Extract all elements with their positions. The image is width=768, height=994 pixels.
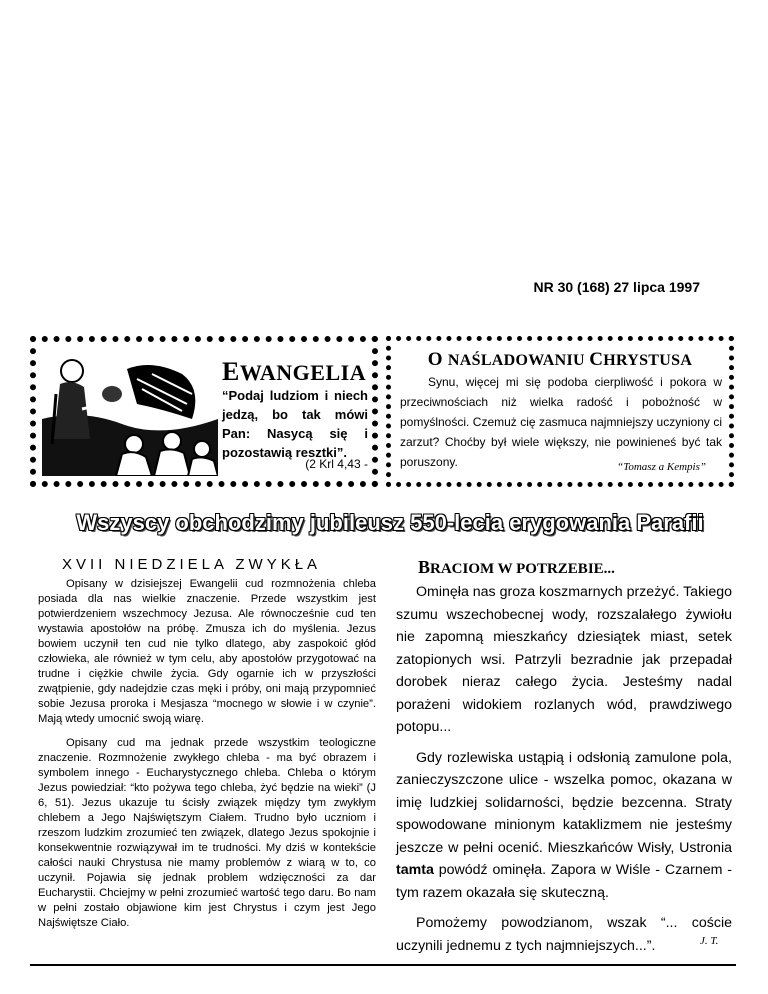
left-article-paragraph: Opisany cud ma jednak przede wszystkim teologiczne znaczenie. Rozmnożenie zwykłego chleba - ma być obrazem i symbolem innego - Eucharystycznego chleba. Chleba o którym Jezus powiedział: “kto pożywa tego chleba, żyć będzie na wieki” (J 6, 51). Jezus ukazuje tu ścisły związek między tym zwykłym chlebem a Jego Najświętszym Ciałem. Trudno było uczniom i rzeszom ludzkim zrozumieć ten związek, dlatego Jezus spokojnie i konsekwentnie rozwiązywał im te trudności. My dziś w kontekście całości nauki Chrystusa nie mamy problemów z wiarą w to, co uczynił. Pojawia się jednak problem wdzięczności za dar Eucharystii. Chciejmy w pełni zrozumieć wartość tego daru. Bo nam w pełni zostało objawione kim jest Chrystus i czym jest Jego Najświętsze Ciało. [38, 737, 376, 929]
imitation-text: Synu, więcej mi się podoba cierpliwość i pokora w przeciwnościach niż wielka radość i pobożność w pomyślności. Czemuż cię zasmuca najmniejszy uczyniony ci zarzut? Choćby był wiele większy, nie powinieneś być tak poruszony. [400, 375, 722, 469]
bottom-divider [30, 964, 736, 966]
left-article-body [38, 577, 376, 940]
right-article-paragraph-1: Ominęła nas groza koszmarnych przeżyć. Takiego szumu wszechobecnej wody, rozszalałego żywiołu nie zapomną mieszkańcy dziesiątek miast, setek zatopionych wsi. Patrzyli bezradnie jak przepadał dorobek nieraz całego życia. Jesteśmy nadal porażeni widokiem rozlanych wód, prawdziwego potopu... [396, 584, 732, 735]
left-article-title: XVII NIEDZIELA ZWYKŁA [62, 556, 322, 573]
gospel-quote: “Podaj ludziom i niech jedzą, bo tak mówi Pan: Nasycą się i pozostawią resztki”. [222, 388, 368, 460]
left-article-paragraph: Opisany w dzisiejszej Ewangelii cud rozmnożenia chleba posiada dla nas wielkie znaczenie. Przede wszystkim jest potwierdzeniem wszechmocy Jezusa. Ale równocześnie cud ten wystawia apostołów na próbę. Zmusza ich do myślenia. Jezus bowiem uczynił ten cud nie tylko dlatego, aby zaspokoić głód człowieka, ale również w tym celu, aby apostołów przygotować na trudne i ciężkie chwile życia. Gdy ogarnie ich w przyszłości zwątpienie, gdy nadejdzie czas męki i próby, oni mają przypomnieć sobie Jezusa proroka i Mesjasza “mocnego w słowie i w czynie”. Mają wtedy umocnić swoją wiarę. [38, 578, 376, 725]
right-article-p2-part-b: powódź ominęła. Zapora w Wiśle - Czarnem - tym razem okazała się skuteczną. [396, 862, 732, 901]
gospel-reference: (2 Krl 4,43 - [305, 457, 368, 471]
imitation-title-rest-b: HRYSTUSA [603, 352, 693, 369]
right-article-p2-part-a: Gdy rozlewiska ustąpią i odsłonią zamulone pola, zanieczyszczone ulice - wszelka pomoc, okazana w imię ludzkiej solidarności, będzie bezcenna. Straty spowodowane minionym kataklizmem nie jesteśmy jeszcze w pełni ocenić. Mieszkańców Wisły, Ustronia [396, 749, 732, 856]
right-article-title-cap: B [418, 557, 431, 577]
right-article-paragraph-2 [396, 747, 732, 905]
imitation-title-cap-a: O [427, 349, 448, 370]
gospel-title-cap: E [222, 357, 240, 386]
gospel-title [222, 357, 366, 387]
right-article-title [418, 557, 615, 578]
right-article-body [396, 581, 732, 965]
issue-number: NR 30 (168) 27 lipca 1997 [533, 279, 700, 295]
signature: J. T. [700, 935, 719, 947]
imitation-title-cap-b: C [589, 349, 604, 370]
imitation-title-rest-a: NAŚLADOWANIU [447, 352, 590, 369]
right-article-p2-bold: tamta [396, 862, 434, 878]
right-article-paragraph-3: Pomożemy powodzianom, wszak “... coście uczynili jednemu z tych najmniejszych...”. [396, 915, 732, 954]
right-article-title-rest: RACIOM W POTRZEBIE... [430, 561, 615, 577]
headline: Wszyscy obchodzimy jubileusz 550-lecia erygowania Parafii [76, 510, 704, 535]
gospel-illustration-icon [42, 349, 218, 476]
imitation-title [386, 349, 734, 371]
gospel-title-rest: WANGELIA [239, 360, 367, 385]
imitation-author: “Tomasz a Kempis” [617, 461, 706, 473]
